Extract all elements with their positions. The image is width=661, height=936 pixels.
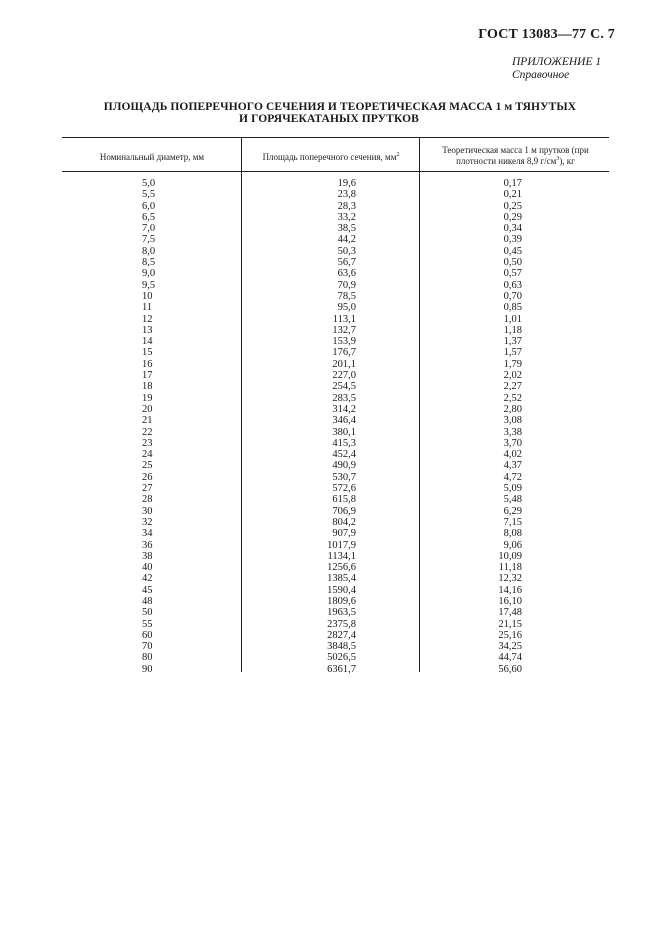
table-row [62, 314, 609, 325]
header-area-text: Площадь поперечного сечения, мм [262, 152, 397, 162]
cell-mass: 0,50 [503, 257, 522, 269]
document-title [60, 101, 620, 125]
cell-area: 907,9 [332, 528, 356, 540]
cell-mass: 12,32 [498, 573, 522, 585]
cell-diameter: 21 [142, 415, 153, 427]
cell-diameter: 5,0 [142, 178, 156, 189]
cell-diameter: 11 [142, 302, 153, 314]
cell-area: 95,0 [337, 302, 356, 314]
table-row [62, 415, 609, 426]
cell-mass: 9,06 [503, 539, 522, 551]
cell-mass: 6,29 [503, 505, 522, 517]
cell-area: 3848,5 [327, 641, 356, 653]
cell-mass: 0,63 [503, 279, 522, 291]
cell-diameter: 23 [142, 437, 153, 449]
table-row [62, 596, 609, 607]
cell-mass: 4,37 [503, 460, 522, 472]
cell-area: 314,2 [332, 403, 356, 415]
table-row [62, 652, 609, 663]
cell-mass: 5,09 [503, 483, 522, 495]
appendix-label [512, 56, 601, 81]
cell-area: 44,2 [337, 234, 356, 246]
cell-area: 33,2 [337, 211, 356, 223]
cell-diameter: 90 [142, 663, 153, 675]
header-mass-line-1: Теоретическая масса 1 м прутков (при [442, 145, 589, 155]
cell-mass: 0,21 [503, 189, 522, 201]
cell-diameter: 6,5 [142, 211, 156, 223]
table-row [62, 641, 609, 652]
cell-mass: 1,57 [503, 347, 522, 359]
cell-area: 201,1 [332, 358, 356, 370]
cell-mass: 0,17 [503, 178, 522, 189]
cell-mass: 0,34 [503, 223, 522, 235]
table-top-border [62, 137, 609, 138]
cell-mass: 1,79 [503, 358, 522, 370]
cell-mass: 4,72 [503, 471, 522, 483]
table-row [62, 562, 609, 573]
cell-diameter: 7,5 [142, 234, 156, 246]
cell-diameter: 9,0 [142, 268, 156, 280]
cell-mass: 8,08 [503, 528, 522, 540]
table-row [62, 494, 609, 505]
cell-area: 572,6 [332, 483, 356, 495]
cell-area: 28,3 [337, 200, 356, 212]
cell-area: 1963,5 [327, 607, 356, 619]
cell-diameter: 12 [142, 313, 153, 325]
cell-diameter: 26 [142, 471, 153, 483]
cell-mass: 0,70 [503, 290, 522, 302]
cell-diameter: 18 [142, 381, 153, 393]
table-row [62, 664, 609, 675]
cell-area: 56,7 [337, 257, 356, 269]
table-row [62, 472, 609, 483]
cell-diameter: 20 [142, 403, 153, 415]
cell-diameter: 32 [142, 516, 153, 528]
table-row [62, 234, 609, 245]
table-row [62, 201, 609, 212]
cell-diameter: 34 [142, 528, 153, 540]
cell-diameter: 7,0 [142, 223, 156, 235]
header-mass-line-2-unit: ), кг [559, 156, 575, 166]
cell-mass: 2,02 [503, 370, 522, 382]
cell-mass: 44,74 [498, 652, 522, 664]
table-row [62, 427, 609, 438]
cell-mass: 2,52 [503, 392, 522, 404]
cell-area: 70,9 [337, 279, 356, 291]
cell-mass: 3,08 [503, 415, 522, 427]
table-row [62, 359, 609, 370]
table-header-border [62, 171, 609, 172]
table-row [62, 619, 609, 630]
cell-area: 63,6 [337, 268, 356, 280]
table-row [62, 607, 609, 618]
table-row [62, 517, 609, 528]
cell-mass: 0,57 [503, 268, 522, 280]
cell-area: 615,8 [332, 494, 356, 506]
cell-mass: 56,60 [498, 663, 522, 675]
cell-diameter: 14 [142, 336, 153, 348]
cell-mass: 0,85 [503, 302, 522, 314]
cell-mass: 7,15 [503, 516, 522, 528]
table-row [62, 381, 609, 392]
cell-area: 78,5 [337, 290, 356, 302]
cell-mass: 0,29 [503, 211, 522, 223]
cell-diameter: 8,5 [142, 257, 156, 269]
cell-diameter: 6,0 [142, 200, 156, 212]
cell-area: 176,7 [332, 347, 356, 359]
header-mass-line-2 [422, 156, 609, 167]
cell-area: 1017,9 [327, 539, 356, 551]
cell-mass: 25,16 [498, 629, 522, 641]
cell-diameter: 42 [142, 573, 153, 585]
cell-area: 452,4 [332, 449, 356, 461]
appendix-number: ПРИЛОЖЕНИЕ 1 [512, 56, 602, 68]
table-row [62, 212, 609, 223]
cell-mass: 11,18 [498, 562, 522, 574]
cell-mass: 5,48 [503, 494, 522, 506]
page-header-title: ГОСТ 13083—77 С. 7 [478, 27, 615, 42]
table-row [62, 393, 609, 404]
cell-diameter: 24 [142, 449, 153, 461]
table-row [62, 528, 609, 539]
cell-diameter: 48 [142, 595, 153, 607]
table-row [62, 223, 609, 234]
document-title-line-1: ПЛОЩАДЬ ПОПЕРЕЧНОГО СЕЧЕНИЯ И ТЕОРЕТИЧЕСКАЯ МАССА 1 м ТЯНУТЫХ [103, 101, 577, 113]
header-mass-superscript: 3 [556, 156, 560, 162]
table-row [62, 630, 609, 641]
cell-area: 380,1 [332, 426, 356, 438]
table-row [62, 449, 609, 460]
cell-area: 254,5 [332, 381, 356, 393]
table-row [62, 268, 609, 279]
cell-diameter: 22 [142, 426, 153, 438]
table-row [62, 302, 609, 313]
cell-area: 132,7 [332, 324, 356, 336]
cell-mass: 0,45 [503, 245, 522, 257]
cell-diameter: 17 [142, 370, 153, 382]
table-row [62, 483, 609, 494]
table-row [62, 325, 609, 336]
cell-mass: 2,27 [503, 381, 522, 393]
cell-diameter: 50 [142, 607, 153, 619]
cell-diameter: 16 [142, 358, 153, 370]
cell-area: 804,2 [332, 516, 356, 528]
table-row [62, 551, 609, 562]
cell-mass: 1,37 [503, 336, 522, 348]
cell-diameter: 60 [142, 629, 153, 641]
cell-diameter: 80 [142, 652, 153, 664]
cell-area: 153,9 [332, 336, 356, 348]
cell-diameter: 8,0 [142, 245, 156, 257]
cell-mass: 17,48 [498, 607, 522, 619]
cell-mass: 0,39 [503, 234, 522, 246]
cell-diameter: 38 [142, 550, 153, 562]
table-row [62, 291, 609, 302]
cell-area: 346,4 [332, 415, 356, 427]
cell-mass: 3,38 [503, 426, 522, 438]
cell-mass: 14,16 [498, 584, 522, 596]
cell-mass: 34,25 [498, 641, 522, 653]
table-row [62, 438, 609, 449]
table-row [62, 540, 609, 551]
cell-area: 530,7 [332, 471, 356, 483]
cell-diameter: 10 [142, 290, 153, 302]
cell-mass: 3,70 [503, 437, 522, 449]
cell-diameter: 36 [142, 539, 153, 551]
cell-mass: 4,02 [503, 449, 522, 461]
table-row [62, 246, 609, 257]
cell-diameter: 55 [142, 618, 153, 630]
cell-diameter: 5,5 [142, 189, 156, 201]
cell-diameter: 28 [142, 494, 153, 506]
cell-mass: 16,10 [498, 595, 522, 607]
table-row [62, 336, 609, 347]
header-area [243, 152, 419, 163]
cell-area: 50,3 [337, 245, 356, 257]
table-row [62, 370, 609, 381]
cell-area: 19,6 [337, 178, 356, 189]
cell-area: 6361,7 [327, 663, 356, 675]
cell-area: 2375,8 [327, 618, 356, 630]
table-row [62, 573, 609, 584]
cell-area: 23,8 [337, 189, 356, 201]
table-row [62, 280, 609, 291]
table-row [62, 404, 609, 415]
cell-mass: 1,01 [503, 313, 522, 325]
document-title-line-2: И ГОРЯЧЕКАТАНЫХ ПРУТКОВ [239, 113, 419, 125]
cell-diameter: 40 [142, 562, 153, 574]
cell-diameter: 27 [142, 483, 153, 495]
header-diameter: Номинальный диаметр, мм [99, 152, 205, 162]
cell-area: 283,5 [332, 392, 356, 404]
cell-diameter: 9,5 [142, 279, 156, 291]
cell-diameter: 19 [142, 392, 153, 404]
cell-mass: 0,25 [503, 200, 522, 212]
cell-area: 1385,4 [327, 573, 356, 585]
table-row [62, 506, 609, 517]
cell-area: 415,3 [332, 437, 356, 449]
cell-area: 1134,1 [327, 550, 356, 562]
cell-mass: 10,09 [498, 550, 522, 562]
table-row [62, 585, 609, 596]
cell-area: 1809,6 [327, 595, 356, 607]
cell-area: 490,9 [332, 460, 356, 472]
table-row [62, 189, 609, 200]
table-row [62, 347, 609, 358]
cell-area: 2827,4 [327, 629, 356, 641]
cell-area: 227,0 [332, 370, 356, 382]
cell-diameter: 13 [142, 324, 153, 336]
cell-diameter: 30 [142, 505, 153, 517]
table-row [62, 178, 609, 189]
cell-diameter: 45 [142, 584, 153, 596]
cell-mass: 21,15 [498, 618, 522, 630]
cell-diameter: 25 [142, 460, 153, 472]
cell-area: 38,5 [337, 223, 356, 235]
cell-diameter: 15 [142, 347, 153, 359]
cell-mass: 1,18 [503, 324, 522, 336]
table-row [62, 460, 609, 471]
appendix-type: Справочное [512, 68, 570, 81]
cell-area: 706,9 [332, 505, 356, 517]
cell-area: 1256,6 [327, 562, 356, 574]
cell-area: 1590,4 [327, 584, 356, 596]
cell-mass: 2,80 [503, 403, 522, 415]
header-mass-line-2-text: плотности никеля 8,9 г/см [456, 156, 557, 166]
cell-area: 5026,5 [327, 652, 356, 664]
cell-area: 113,1 [332, 313, 356, 325]
cell-diameter: 70 [142, 641, 153, 653]
header-mass [422, 145, 609, 167]
table-row [62, 257, 609, 268]
header-area-superscript: 2 [396, 152, 400, 158]
table-body [62, 178, 609, 675]
